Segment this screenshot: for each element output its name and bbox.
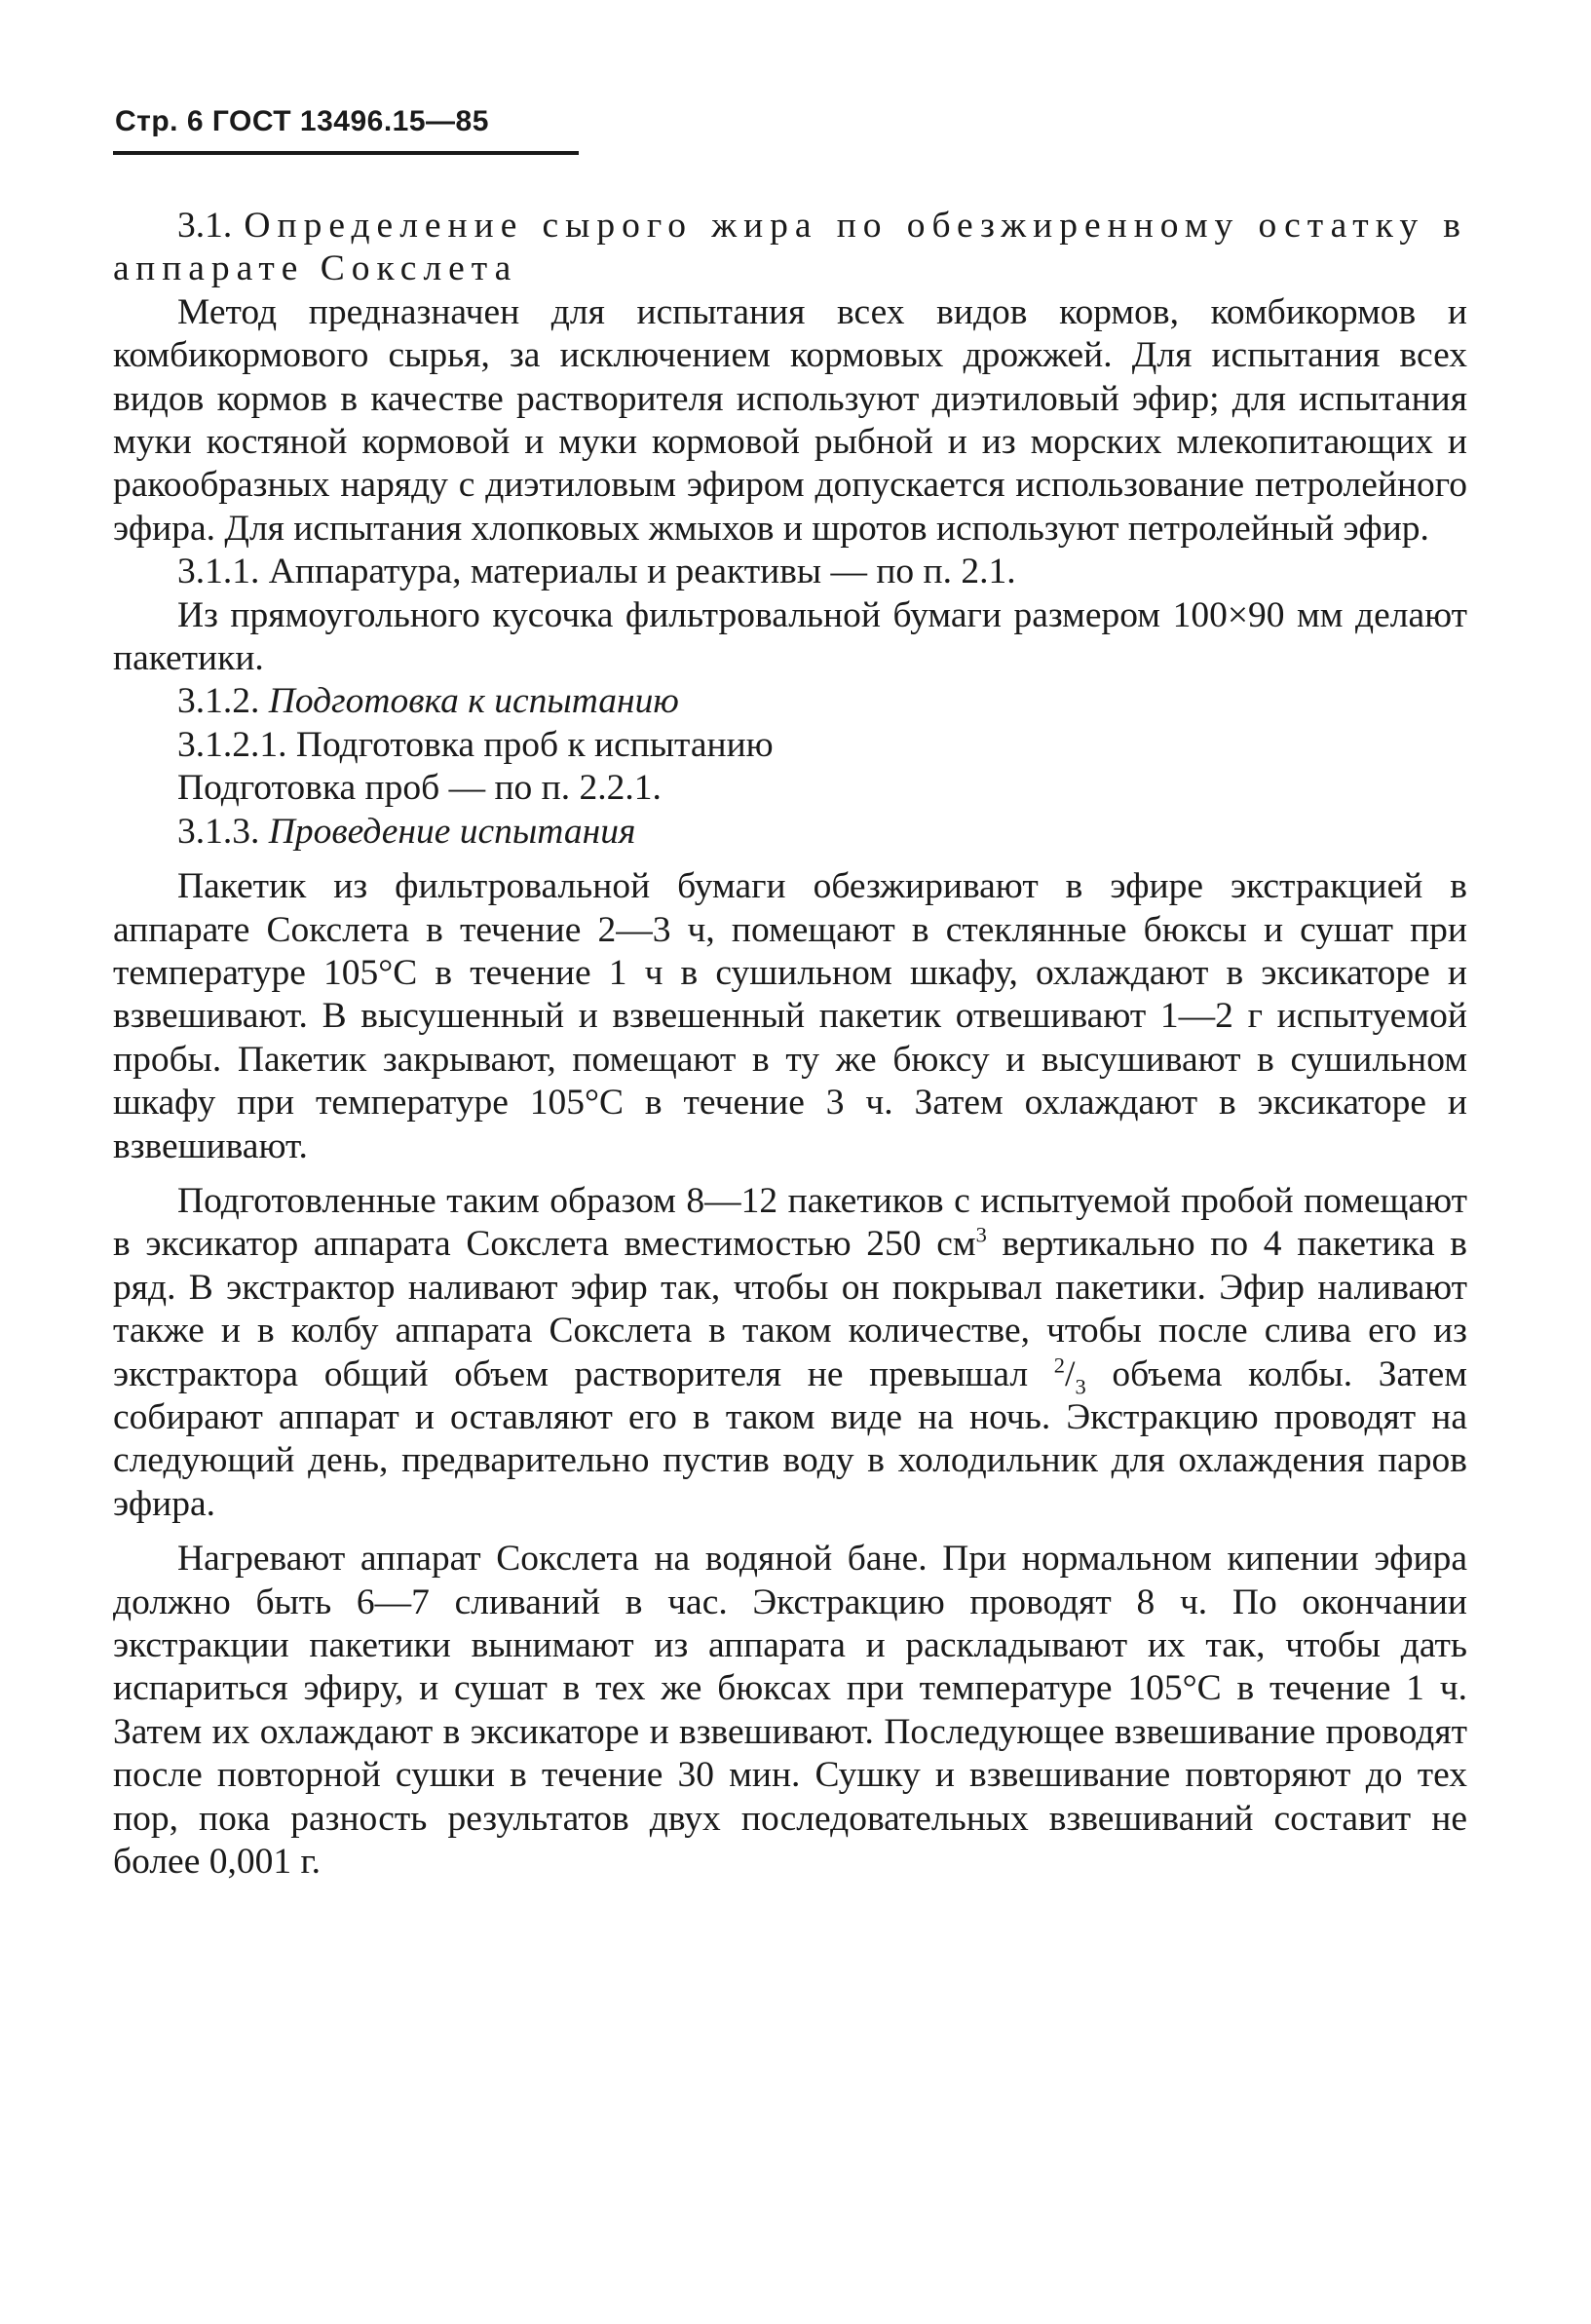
section-title: Определение сырого жира по обезжиренному остатку в аппарате Сокслета bbox=[113, 206, 1468, 289]
section-number: 3.1.3. bbox=[177, 811, 260, 852]
paragraph-text: Подготовленные таким образом 8—12 пакетиков с испытуемой пробой помещают в эксикатор аппарата Сокслета вместимостью 250 см bbox=[113, 1180, 1467, 1265]
document-body bbox=[113, 205, 1467, 1884]
section-number: 3.1. bbox=[177, 206, 233, 246]
section-3-1-2-heading bbox=[113, 680, 1467, 723]
section-title: Проведение испытания bbox=[268, 811, 636, 852]
standard-designation: ГОСТ 13496.15—85 bbox=[211, 105, 489, 137]
section-3-1-3-heading bbox=[113, 811, 1467, 854]
section-title: Подготовка к испытанию bbox=[268, 681, 679, 722]
section-3-1-2-1-paragraph: Подготовка проб — по п. 2.2.1. bbox=[177, 768, 662, 809]
section-3-1-heading bbox=[113, 205, 1467, 291]
superscript: 3 bbox=[975, 1222, 987, 1247]
section-3-1-1-paragraph: Из прямоугольного кусочка фильтровальной бумаги размером 100×90 мм делают пакетики. bbox=[113, 594, 1467, 679]
fraction-denominator: 3 bbox=[1075, 1374, 1086, 1399]
section-3-1-3-paragraph-3: Нагревают аппарат Сокслета на водяной бане. При нормальном кипении эфира должно быть 6—7 сливаний в час. Экстракцию проводят 8 ч. По окончании экстракции пакетики вынимают из аппарата и раскладывают их так, чтобы дать испариться эфиру, и сушат в тех же бюксах при температуре 105°C в течение 1 ч. Затем их охлаждают в эксикаторе и взвешивают. Последующее взвешивание проводят после повторной сушки в течение 30 мин. Сушку и взвешивание повторяют до тех пор, пока разность результатов двух последовательных взвешиваний составит не более 0,001 г. bbox=[113, 1539, 1467, 1883]
paragraph-text: объема колбы. Затем собирают аппарат и оставляют его в таком виде на ночь. Экстракцию проводят на следующий день, предварительно пустив воду в холодильник для охлаждения паров эфира. bbox=[113, 1353, 1467, 1524]
section-3-1-3-paragraph-2: Подготовленные таким образом 8—12 пакетиков с испытуемой пробой помещают в эксикатор аппарата Сокслета вместимостью 250 $см^3$ вертикально по 4 пакетика в ряд. В экстрактор наливают эфир так, чтобы он покрывал пакетики. Эфир наливают также и в колбу аппарата Сокслета в таком количестве, чтобы после слива его из экстрактора общий объем растворителя не превышал $^2/_3$ объема колбы. Затем собирают аппарат и оставляют его в таком виде на ночь. Экстракцию проводят на следующий день, предварительно пустив воду в холодильник для охлаждения паров эфира. bbox=[113, 1180, 1467, 1524]
page-number: Стр. 6 bbox=[115, 105, 205, 137]
page-header bbox=[115, 105, 489, 138]
section-3-1-2-1: 3.1.2.1. Подготовка проб к испытанию bbox=[177, 724, 774, 765]
section-number: 3.1.2. bbox=[177, 681, 260, 722]
paragraph-text: вертикально по 4 пакетика в ряд. В экстрактор наливают эфир так, чтобы он покрывал пакетики. Эфир наливают также и в колбу аппарата Сокслета в таком количестве, чтобы после слива его из экстрактора общий объем растворителя не превышал bbox=[113, 1224, 1467, 1394]
header-rule bbox=[113, 151, 579, 155]
section-3-1-3-paragraph-1: Пакетик из фильтровальной бумаги обезжиривают в эфире экстракцией в аппарате Сокслета в течение 2—3 ч, помещают в стеклянные бюксы и сушат при температуре 105°C в течение 1 ч в сушильном шкафу, охлаждают в эксикаторе и взвешивают. В высушенный и взвешенный пакетик отвешивают 1—2 г испытуемой пробы. Пакетик закрывают, помещают в ту же бюксу и высушивают в сушильном шкафу при температуре 105°C в течение 3 ч. Затем охлаждают в эксикаторе и взвешивают. bbox=[113, 866, 1467, 1166]
section-3-1-1: 3.1.1. Аппаратура, материалы и реактивы — по п. 2.1. bbox=[177, 552, 1016, 592]
section-3-1-paragraph: Метод предназначен для испытания всех видов кормов, комбикормов и комбикормового сырья, за исключением кормовых дрожжей. Для испытания всех видов кормов в качестве растворителя используют диэтиловый эфир; для испытания муки костяной кормовой и муки кормовой рыбной и из морских млекопитающих и ракообразных наряду с диэтиловым эфиром допускается использование петролейного эфира. Для испытания хлопковых жмыхов и шротов используют петролейный эфир. bbox=[113, 291, 1467, 549]
fraction-numerator: 2 bbox=[1053, 1352, 1066, 1378]
